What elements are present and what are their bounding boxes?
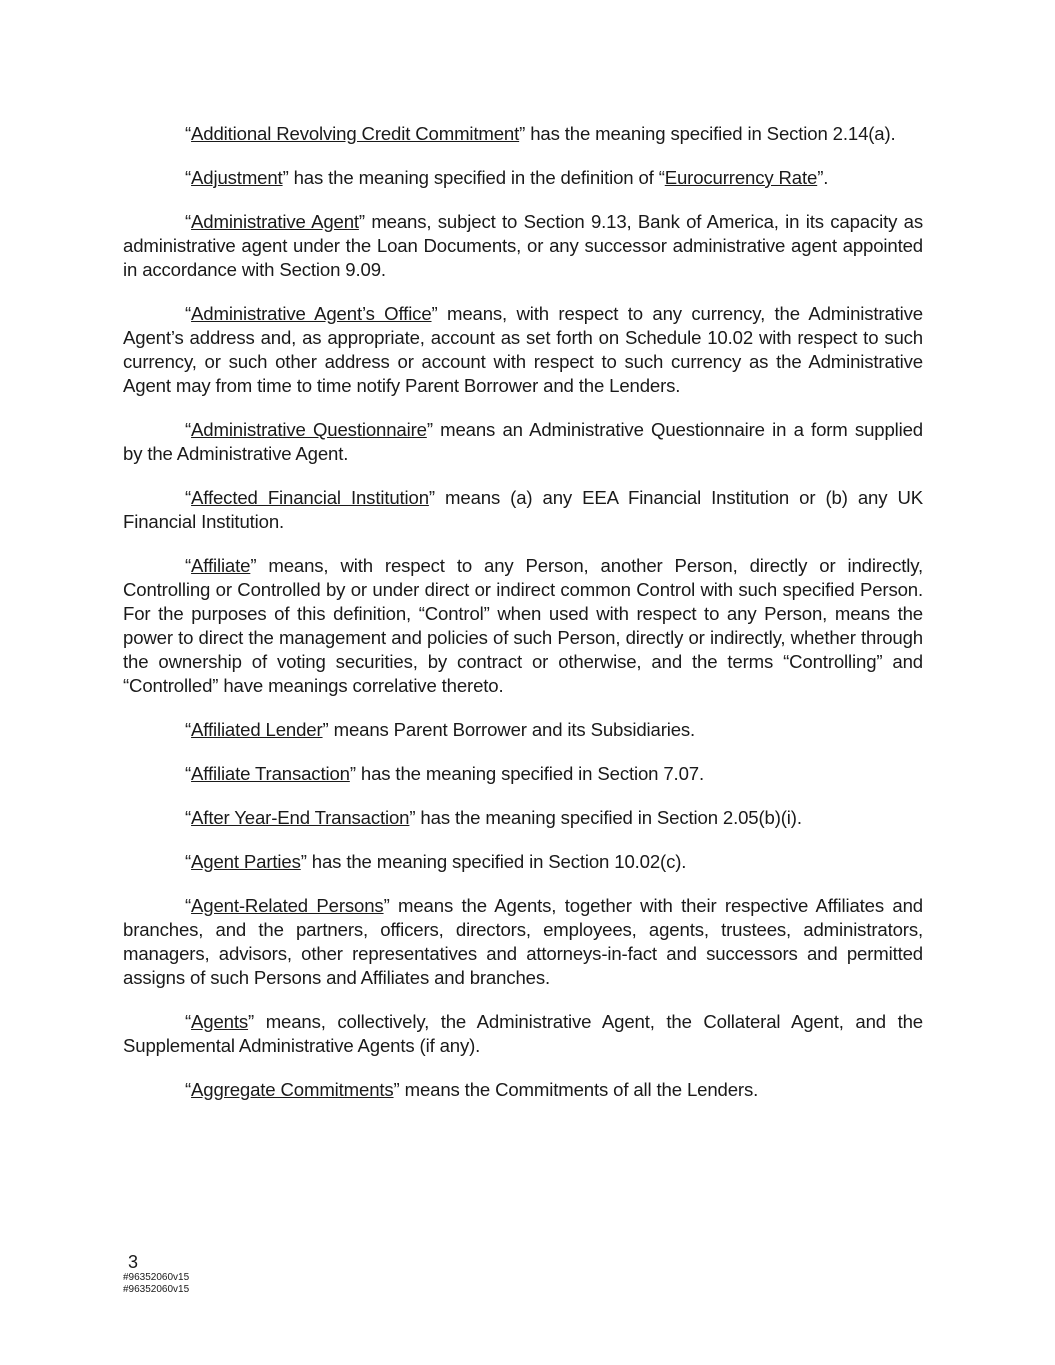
definition-text: ” has the meaning specified in Section 7.07. [349,763,704,784]
defined-term: Affected Financial Institution [191,487,429,508]
definition-text: ”. [817,167,829,188]
defined-term: After Year-End Transaction [191,807,410,828]
definition-text: ” means, subject to Section 9.13, Bank of America, in its capacity as administrative agent under the Loan Documents, or any successor administrative agent appointed in accordance with Section 9.09. [123,211,923,280]
definition-text: ” means, with respect to any currency, the Administrative Agent’s address and, as appropriate, account as set forth on Schedule 10.02 with respect to such currency, or such other address or account with respect to such currency as the Administrative Agent may from time to time notify Parent Borrower and the Lenders. [123,303,923,396]
definition-text: ” has the meaning specified in Section 2.05(b)(i). [409,807,802,828]
defined-term: Administrative Agent [191,211,359,232]
definition-text: ” means Parent Borrower and its Subsidiaries. [322,719,696,740]
definition-paragraph: “Adjustment” has the meaning specified in the definition of “Eurocurrency Rate”. [185,167,829,188]
defined-term: Additional Revolving Credit Commitment [191,123,520,144]
definition-paragraph: “Agents” means, collectively, the Administrative Agent, the Collateral Agent, and the Supplemental Administrative Agents (if any). [123,1011,923,1056]
definition-paragraph: “Affiliate Transaction” has the meaning specified in Section 7.07. [185,763,704,784]
definition-text: ” means the Commitments of all the Lenders. [393,1079,759,1100]
definition-paragraph: “Agent-Related Persons” means the Agents, together with their respective Affiliates and branches, and the partners, officers, directors, employees, agents, trustees, administrators, managers, advisors, other representatives and attorneys-in-fact and successors and permitted assigns of such Persons and Affiliates and branches. [123,895,923,988]
page-footer [123,1252,189,1296]
page-number: 3 [128,1252,139,1272]
defined-term: Agent Parties [191,851,301,872]
defined-term: Agent-Related Persons [191,895,384,916]
defined-term: Affiliate Transaction [191,763,350,784]
definition-text: ” means (a) any EEA Financial Institution or (b) any UK Financial Institution. [123,487,923,532]
definition-paragraph: “Agent Parties” has the meaning specified in Section 10.02(c). [185,851,687,872]
definition-paragraph: “After Year-End Transaction” has the meaning specified in Section 2.05(b)(i). [185,807,802,828]
defined-term: Adjustment [191,167,283,188]
definition-paragraph: “Affected Financial Institution” means (a) any EEA Financial Institution or (b) any UK Financial Institution. [123,487,923,532]
definition-paragraph: “Administrative Agent’s Office” means, with respect to any currency, the Administrative Agent’s address and, as appropriate, account as set forth on Schedule 10.02 with respect to such currency, or such other address or account with respect to such currency as the Administrative Agent may from time to time notify Parent Borrower and the Lenders. [123,303,923,396]
definition-text: ” means an Administrative Questionnaire in a form supplied by the Administrative Agent. [123,419,923,464]
document-id: #96352060v15 [123,1284,190,1295]
definition-text: ” means, with respect to any Person, another Person, directly or indirectly, Controlling or Controlled by or under direct or indirect common Control with such specified Person. For the purposes of this definition, “Control” when used with respect to any Person, means the power to direct the management and policies of such Person, directly or indirectly, whether through the ownership of voting securities, by contract or otherwise, and the terms “Controlling” and “Controlled” have meanings correlative thereto. [123,555,923,696]
definition-text: ” has the meaning specified in Section 2.14(a). [519,123,896,144]
defined-term: Aggregate Commitments [191,1079,394,1100]
definition-paragraph: “Additional Revolving Credit Commitment” has the meaning specified in Section 2.14(a). [185,123,896,144]
definition-paragraph: “Administrative Agent” means, subject to Section 9.13, Bank of America, in its capacity as administrative agent under the Loan Documents, or any successor administrative agent appointed in accordance with Section 9.09. [123,211,923,280]
definition-paragraph: “Aggregate Commitments” means the Commitments of all the Lenders. [185,1079,759,1100]
defined-term: Agents [191,1011,249,1032]
defined-term: Administrative Agent’s Office [191,303,432,324]
document-id: #96352060v15 [123,1272,190,1283]
definition-paragraph: “Affiliated Lender” means Parent Borrower and its Subsidiaries. [185,719,696,740]
defined-term: Affiliated Lender [191,719,323,740]
definition-text: ” means the Agents, together with their respective Affiliates and branches, and the partners, officers, directors, employees, agents, trustees, administrators, managers, advisors, other representatives and attorneys-in-fact and successors and permitted assigns of such Persons and Affiliates and branches. [123,895,923,988]
defined-term: Affiliate [191,555,251,576]
definition-text: ” means, collectively, the Administrative Agent, the Collateral Agent, and the Supplemental Administrative Agents (if any). [123,1011,923,1056]
definition-text: ” has the meaning specified in Section 10.02(c). [300,851,687,872]
cross-referenced-term: Eurocurrency Rate [664,167,818,188]
definition-text: ” has the meaning specified in the definition of “ [282,167,665,188]
document-body [123,122,923,1122]
definition-paragraph: “Affiliate” means, with respect to any Person, another Person, directly or indirectly, Controlling or Controlled by or under direct or indirect common Control with such specified Person. For the purposes of this definition, “Control” when used with respect to any Person, means the power to direct the management and policies of such Person, directly or indirectly, whether through the ownership of voting securities, by contract or otherwise, and the terms “Controlling” and “Controlled” have meanings correlative thereto. [123,555,923,696]
definition-paragraph: “Administrative Questionnaire” means an Administrative Questionnaire in a form supplied by the Administrative Agent. [123,419,923,464]
defined-term: Administrative Questionnaire [191,419,427,440]
